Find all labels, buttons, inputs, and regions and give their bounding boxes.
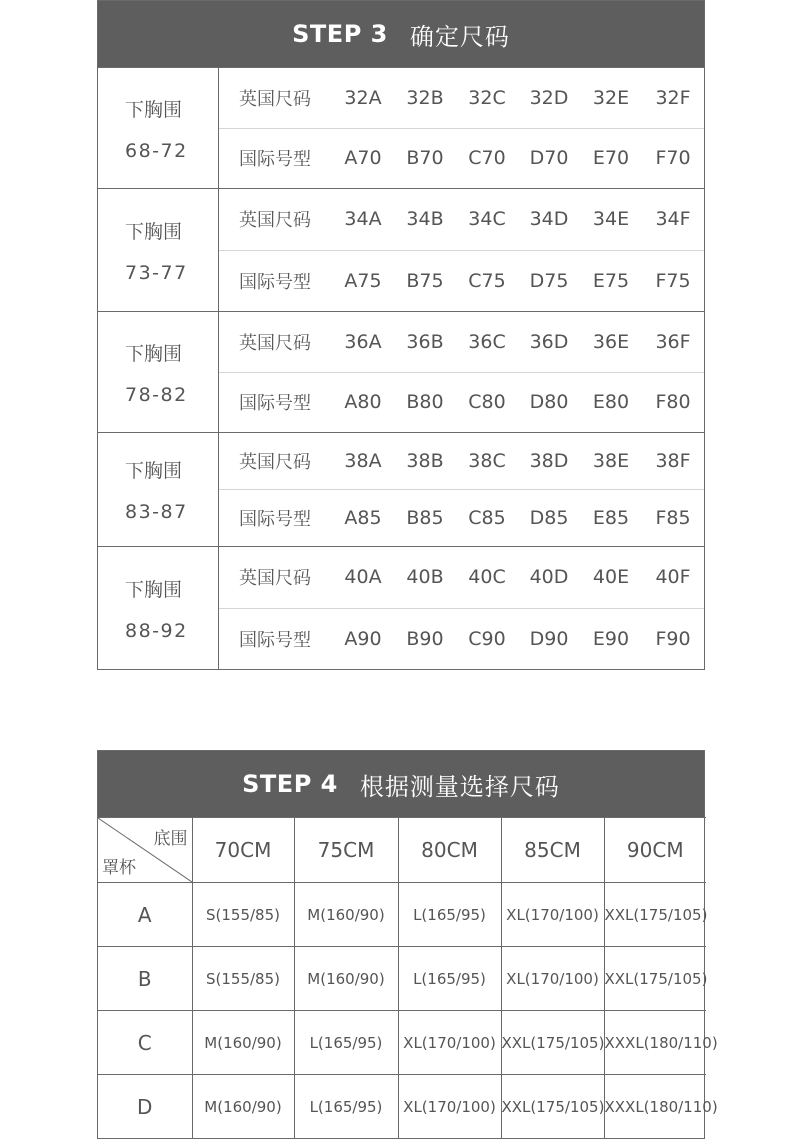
size-cell: 40C <box>468 566 506 589</box>
intl-size-label: 国际号型 <box>239 629 311 651</box>
size-cell: F70 <box>655 147 691 170</box>
size-cell: F85 <box>655 507 691 529</box>
size-cell: 32C <box>468 86 506 109</box>
size-cell: 38E <box>592 450 630 472</box>
size-cell: C75 <box>468 269 506 292</box>
intl-size-row <box>219 608 704 670</box>
size-cell: 34F <box>655 208 691 231</box>
size-cell: D75 <box>529 269 569 292</box>
size-cell: B75 <box>406 269 444 292</box>
size-cell: A85 <box>344 507 382 529</box>
step3-step-label: STEP 3 <box>292 20 388 48</box>
intl-size-row <box>219 250 704 312</box>
size-cell: 40D <box>529 566 569 589</box>
size-cell: XL(170/100) <box>398 1011 501 1075</box>
size-cell: C70 <box>468 147 506 170</box>
size-cell: XXXL(180/110) <box>604 1075 706 1139</box>
size-cell: 34D <box>529 208 569 231</box>
size-cell: A90 <box>344 627 382 650</box>
size-group <box>98 188 704 311</box>
size-cell: A80 <box>344 391 382 414</box>
size-cell: 40F <box>655 566 691 589</box>
underbust-cell <box>98 312 219 432</box>
size-cell: C85 <box>468 507 506 529</box>
size-cell: M(160/90) <box>294 947 398 1011</box>
size-cell: 34A <box>344 208 382 231</box>
cup-cell: D <box>98 1075 192 1139</box>
size-cell: 32A <box>344 86 382 109</box>
size-cell: XL(170/100) <box>398 1075 501 1139</box>
step4-size-table <box>97 750 718 1139</box>
uk-size-row <box>219 547 704 608</box>
uk-size-label: 英国尺码 <box>239 452 311 473</box>
size-cell: F80 <box>655 391 691 414</box>
uk-size-label: 英国尺码 <box>239 88 311 110</box>
size-cell: F75 <box>655 269 691 292</box>
size-cell: A70 <box>344 147 382 170</box>
size-cell: 36D <box>529 330 569 353</box>
intl-size-label: 国际号型 <box>239 271 311 293</box>
underbust-label: 下胸围 <box>125 460 183 482</box>
uk-size-row <box>219 433 704 489</box>
table-row <box>98 1011 706 1075</box>
size-cell: D90 <box>529 627 569 650</box>
intl-size-row <box>219 372 704 433</box>
size-cell: 40A <box>344 566 382 589</box>
uk-size-row <box>219 68 704 128</box>
table-row <box>98 947 706 1011</box>
corner-top-label: 底围 <box>153 829 188 849</box>
size-cell: A75 <box>344 269 382 292</box>
size-group <box>98 67 704 188</box>
intl-size-label: 国际号型 <box>239 149 311 171</box>
table-row <box>98 1075 706 1139</box>
size-cell: XXL(175/105) <box>604 947 706 1011</box>
size-cell: 34E <box>592 208 630 231</box>
size-cell: 32F <box>655 86 691 109</box>
size-cell: 34C <box>468 208 506 231</box>
size-cell: 38C <box>468 450 506 472</box>
underbust-range: 68-72 <box>125 139 188 162</box>
size-cell: 36A <box>344 330 382 353</box>
size-cell: S(155/85) <box>192 947 294 1011</box>
step4-title: 根据测量选择尺码 <box>359 772 560 801</box>
size-cell: 32B <box>406 86 444 109</box>
underbust-cell <box>98 189 219 311</box>
size-cell: 36C <box>468 330 506 353</box>
underbust-cell <box>98 433 219 546</box>
size-cell: 32D <box>529 86 569 109</box>
column-header: 80CM <box>398 818 501 883</box>
step3-header <box>98 1 704 67</box>
underbust-range: 88-92 <box>125 619 188 642</box>
size-cell: XL(170/100) <box>501 947 604 1011</box>
corner-cell <box>98 818 192 883</box>
size-cell: 40B <box>406 566 444 589</box>
size-group <box>98 546 704 669</box>
table-row <box>98 883 706 947</box>
column-header: 85CM <box>501 818 604 883</box>
size-cell: L(165/95) <box>398 947 501 1011</box>
underbust-label: 下胸围 <box>125 578 183 601</box>
uk-size-row <box>219 312 704 372</box>
size-cell: XXXL(180/110) <box>604 1011 706 1075</box>
underbust-cell <box>98 547 219 669</box>
size-group <box>98 432 704 546</box>
size-cell: E70 <box>592 147 630 170</box>
uk-size-label: 英国尺码 <box>239 568 311 590</box>
underbust-cell <box>98 68 219 188</box>
size-cell: 34B <box>406 208 444 231</box>
size-cell: D85 <box>529 507 569 529</box>
cup-cell: A <box>98 883 192 947</box>
corner-bottom-label: 罩杯 <box>102 858 136 878</box>
size-cell: XXL(175/105) <box>604 883 706 947</box>
intl-size-row <box>219 128 704 189</box>
size-cell: E80 <box>592 391 630 414</box>
size-cell: 38A <box>344 450 382 472</box>
size-cell: XXL(175/105) <box>501 1011 604 1075</box>
size-cell: 38F <box>655 450 691 472</box>
size-cell: C80 <box>468 391 506 414</box>
column-header: 90CM <box>604 818 706 883</box>
uk-size-label: 英国尺码 <box>239 210 311 232</box>
column-header: 75CM <box>294 818 398 883</box>
step3-size-table <box>97 0 705 670</box>
size-cell: D70 <box>529 147 569 170</box>
size-cell: B85 <box>406 507 444 529</box>
size-cell: 36E <box>592 330 630 353</box>
size-cell: 38B <box>406 450 444 472</box>
size-cell: E90 <box>592 627 630 650</box>
size-cell: S(155/85) <box>192 883 294 947</box>
size-cell: XXL(175/105) <box>501 1075 604 1139</box>
intl-size-label: 国际号型 <box>239 509 311 530</box>
size-cell: E75 <box>592 269 630 292</box>
size-cell: D80 <box>529 391 569 414</box>
size-cell: M(160/90) <box>192 1011 294 1075</box>
underbust-label: 下胸围 <box>125 342 183 365</box>
underbust-range: 78-82 <box>125 383 188 406</box>
size-cell: B80 <box>406 391 444 414</box>
underbust-label: 下胸围 <box>125 220 183 243</box>
column-header: 70CM <box>192 818 294 883</box>
size-cell: 38D <box>529 450 569 472</box>
step3-title: 确定尺码 <box>409 22 510 51</box>
cup-cell: B <box>98 947 192 1011</box>
cup-cell: C <box>98 1011 192 1075</box>
size-cell: M(160/90) <box>192 1075 294 1139</box>
table-header-row <box>98 818 706 883</box>
intl-size-label: 国际号型 <box>239 393 311 415</box>
size-cell: 40E <box>592 566 630 589</box>
intl-size-row <box>219 489 704 546</box>
size-cell: 36F <box>655 330 691 353</box>
size-cell: B90 <box>406 627 444 650</box>
size-cell: XL(170/100) <box>501 883 604 947</box>
step4-table <box>98 817 718 1138</box>
size-cell: E85 <box>592 507 630 529</box>
size-cell: L(165/95) <box>294 1075 398 1139</box>
underbust-label: 下胸围 <box>125 98 183 121</box>
size-cell: B70 <box>406 147 444 170</box>
size-cell: 32E <box>592 86 630 109</box>
step4-header <box>98 751 704 817</box>
size-cell: L(165/95) <box>398 883 501 947</box>
underbust-range: 73-77 <box>125 261 188 284</box>
size-cell: M(160/90) <box>294 883 398 947</box>
uk-size-label: 英国尺码 <box>239 332 311 354</box>
uk-size-row <box>219 189 704 250</box>
underbust-range: 83-87 <box>125 501 188 523</box>
size-cell: 36B <box>406 330 444 353</box>
size-group <box>98 311 704 432</box>
size-cell: L(165/95) <box>294 1011 398 1075</box>
size-cell: C90 <box>468 627 506 650</box>
size-cell: F90 <box>655 627 691 650</box>
step4-step-label: STEP 4 <box>242 770 338 798</box>
